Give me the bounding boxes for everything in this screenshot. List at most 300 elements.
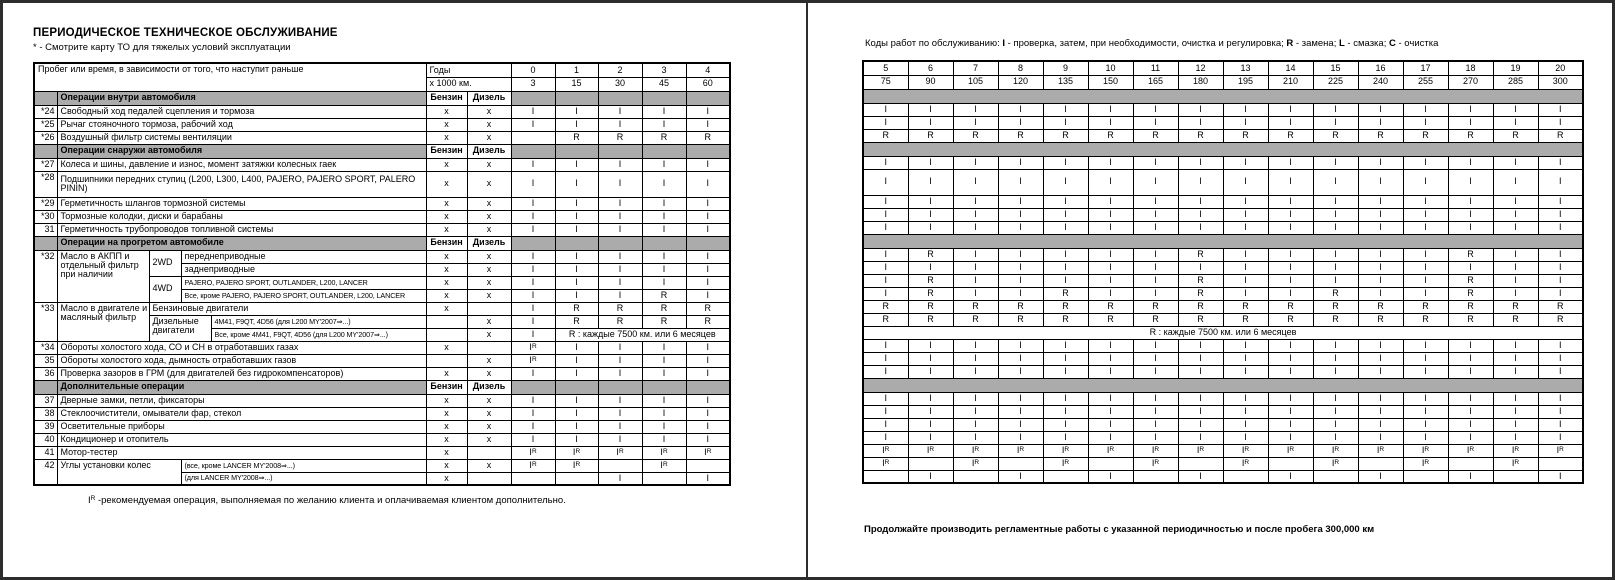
table-cell: I (863, 248, 908, 261)
table-cell: переднеприводные (181, 250, 426, 263)
table-cell: I (1223, 418, 1268, 431)
table-cell: I (1088, 248, 1133, 261)
table-cell: I (642, 250, 686, 263)
empty-cell (555, 380, 598, 394)
table-cell: I (1178, 470, 1223, 483)
table-cell: x (467, 433, 511, 446)
table-cell: I (1178, 169, 1223, 195)
fuel-diesel-header: Дизель (467, 380, 511, 394)
recommended-sup: R (884, 445, 890, 453)
year-col: 8 (998, 61, 1043, 75)
year-col: 20 (1538, 61, 1583, 75)
empty-cell (598, 459, 642, 472)
km-col: 120 (998, 75, 1043, 89)
table-cell: I (686, 263, 730, 276)
table-cell: I (1043, 116, 1088, 129)
empty-cell (686, 91, 730, 105)
table-cell: I (863, 261, 908, 274)
table-cell: I (555, 263, 598, 276)
table-cell: I (953, 274, 998, 287)
table-cell: R (1538, 129, 1583, 142)
table-cell: I (998, 431, 1043, 444)
table-cell: I (1538, 208, 1583, 221)
table-cell: I (1448, 221, 1493, 234)
table-cell: I (1358, 195, 1403, 208)
table-cell: I (1133, 392, 1178, 405)
table-cell: I (953, 339, 998, 352)
table-cell: x (426, 276, 467, 289)
table-cell: $I^R$ (1268, 444, 1313, 457)
table-cell: I (1493, 103, 1538, 116)
table-cell: I (1538, 405, 1583, 418)
table-cell: I (998, 248, 1043, 261)
table-cell: I (953, 221, 998, 234)
empty-cell (908, 457, 953, 470)
table-cell: x (426, 446, 467, 459)
table-cell: I (1268, 208, 1313, 221)
table-cell: R (1358, 129, 1403, 142)
table-cell: Свободный ход педалей сцепления и тормоза (57, 105, 426, 118)
footnote-text: -рекомендуемая операция, выполняемая по желанию клиента и оплачиваемая клиентом дополнительно. (95, 495, 566, 506)
table-cell: I (1493, 352, 1538, 365)
page-left (33, 27, 743, 506)
table-cell: I (511, 197, 555, 210)
table-cell: I (1088, 392, 1133, 405)
table-cell: I (1313, 431, 1358, 444)
table-cell: $I^R$ (1493, 444, 1538, 457)
table-cell: I (1223, 405, 1268, 418)
recommended-sup: R (1064, 458, 1070, 466)
legend-code: L (1338, 38, 1345, 49)
table-cell: I (1043, 248, 1088, 261)
table-cell: I (1268, 248, 1313, 261)
recommended-sup: R (974, 458, 980, 466)
table-cell: I (598, 105, 642, 118)
table-cell: $I^R$ (863, 444, 908, 457)
table-cell: I (1043, 418, 1088, 431)
table-cell: I (1043, 352, 1088, 365)
table-cell: I (1403, 392, 1448, 405)
table-cell: I (1493, 274, 1538, 287)
table-cell: I (555, 394, 598, 407)
table-cell: x (426, 433, 467, 446)
row-num: *24 (34, 105, 57, 118)
empty-cell (467, 341, 511, 354)
table-cell: I (1403, 116, 1448, 129)
row-num: 35 (34, 354, 57, 367)
table-cell: I (908, 392, 953, 405)
km-col: 75 (863, 75, 908, 89)
empty-cell (1133, 470, 1178, 483)
table-cell: x (467, 223, 511, 236)
table-cell: I (686, 420, 730, 433)
recommended-sup: R (1424, 445, 1430, 453)
page-divider (806, 0, 808, 580)
legend-code: R (1286, 38, 1294, 49)
table-cell: I (555, 420, 598, 433)
table-cell: I (1178, 365, 1223, 378)
table-cell: I (1493, 116, 1538, 129)
table-cell: x (467, 131, 511, 144)
table-cell: I (598, 289, 642, 302)
table-cell: I (686, 276, 730, 289)
table-cell: x (426, 367, 467, 380)
table-cell: $I^R$ (1313, 457, 1358, 470)
table-cell: I (686, 250, 730, 263)
table-cell: R (642, 302, 686, 315)
table-cell: I (1448, 116, 1493, 129)
table-cell: x (467, 394, 511, 407)
table-cell: I (863, 221, 908, 234)
recommended-sup: R (1559, 445, 1564, 453)
table-cell: I (998, 339, 1043, 352)
table-cell: I (1313, 274, 1358, 287)
table-cell: x (467, 328, 511, 341)
row-num: *32 (34, 250, 57, 302)
table-cell: I (998, 365, 1043, 378)
table-cell: I (642, 407, 686, 420)
table-cell: I (1133, 208, 1178, 221)
row-num: *25 (34, 118, 57, 131)
table-cell: I (555, 158, 598, 171)
table-cell: I (953, 392, 998, 405)
table-cell: x (426, 131, 467, 144)
table-cell: I (1538, 103, 1583, 116)
empty-cell (1538, 457, 1583, 470)
table-cell: I (998, 169, 1043, 195)
table-cell: I (642, 197, 686, 210)
table-cell: I (1493, 405, 1538, 418)
table-cell: I (686, 354, 730, 367)
table-cell: I (1313, 248, 1358, 261)
empty-cell (34, 380, 57, 394)
table-cell: R (1448, 248, 1493, 261)
recommended-sup: R (1109, 445, 1115, 453)
table-cell: I (908, 156, 953, 169)
empty-cell (555, 236, 598, 250)
table-cell: I (998, 103, 1043, 116)
recommended-sup: R (1199, 445, 1205, 453)
table-cell: R (642, 289, 686, 302)
table-cell: R (1043, 313, 1088, 326)
recommended-sup: R (1154, 445, 1160, 453)
recommended-sup: R (1244, 458, 1250, 466)
table-cell: I (686, 472, 730, 485)
table-cell: I (998, 405, 1043, 418)
empty-cell (642, 91, 686, 105)
table-cell: I (1043, 365, 1088, 378)
table-cell: I (555, 367, 598, 380)
table-cell: $I^R$ (511, 341, 555, 354)
table-cell: I (686, 118, 730, 131)
table-cell: R (1403, 313, 1448, 326)
table-cell: I (1043, 392, 1088, 405)
table-cell: I (598, 341, 642, 354)
recommended-sup: R (531, 460, 537, 468)
table-cell: I (1043, 274, 1088, 287)
year-col: 18 (1448, 61, 1493, 75)
table-cell: I (1493, 261, 1538, 274)
table-cell: x (467, 263, 511, 276)
table-cell: I (1403, 195, 1448, 208)
table-cell: I (953, 208, 998, 221)
table-cell: I (555, 354, 598, 367)
table-cell: x (467, 118, 511, 131)
table-cell: I (1268, 352, 1313, 365)
table-cell: I (1223, 339, 1268, 352)
table-cell: I (1538, 169, 1583, 195)
table-cell: I (908, 261, 953, 274)
recommended-sup: R (1334, 445, 1340, 453)
table-cell: I (1043, 339, 1088, 352)
table-cell: I (1493, 169, 1538, 195)
table-cell: x (467, 315, 511, 328)
table-cell: x (426, 197, 467, 210)
recommended-sup: R (1379, 445, 1385, 453)
table-cell: I (1043, 103, 1088, 116)
table-cell: I (1268, 470, 1313, 483)
table-cell: I (1088, 470, 1133, 483)
empty-cell (1313, 470, 1358, 483)
empty-cell (598, 236, 642, 250)
table-cell: I (511, 118, 555, 131)
km-col: 225 (1313, 75, 1358, 89)
empty-cell (467, 302, 511, 315)
table-cell: $I^R$ (1043, 444, 1088, 457)
table-cell: I (1358, 431, 1403, 444)
empty-cell (686, 144, 730, 158)
table-cell: R (1493, 300, 1538, 313)
recommended-sup: R (1154, 458, 1160, 466)
empty-cell (1448, 457, 1493, 470)
table-cell: R (686, 131, 730, 144)
table-cell: I (1493, 248, 1538, 261)
table-cell: I (555, 171, 598, 197)
table-cell: I (1133, 195, 1178, 208)
table-cell: I (1088, 261, 1133, 274)
table-cell: I (1133, 365, 1178, 378)
fuel-petrol-header: Бензин (426, 91, 467, 105)
table-cell: R (908, 274, 953, 287)
table-cell: I (908, 103, 953, 116)
table-cell: I (1403, 418, 1448, 431)
table-cell: I (1493, 156, 1538, 169)
table-cell: I (598, 171, 642, 197)
table-cell: I (1358, 352, 1403, 365)
table-cell: I (1088, 169, 1133, 195)
table-cell: I (953, 352, 998, 365)
table-cell: I (908, 418, 953, 431)
table-cell: I (998, 470, 1043, 483)
table-cell: I (953, 195, 998, 208)
table-cell: $I^R$ (1493, 457, 1538, 470)
table-cell: R (863, 313, 908, 326)
table-cell: x (426, 394, 467, 407)
table-cell: I (555, 276, 598, 289)
table-cell: I (1358, 470, 1403, 483)
empty-cell (511, 91, 555, 105)
table-cell: I (953, 261, 998, 274)
table-cell: I (1493, 195, 1538, 208)
row-num: 36 (34, 367, 57, 380)
table-cell: I (1403, 156, 1448, 169)
table-cell: I (555, 407, 598, 420)
table-cell: I (863, 208, 908, 221)
table-cell: Осветительные приборы (57, 420, 426, 433)
table-cell: $I^R$ (998, 444, 1043, 457)
table-cell: R (555, 131, 598, 144)
table-cell: R (1268, 129, 1313, 142)
table-cell: R (1178, 274, 1223, 287)
section-exterior-operations: Операции снаружи автомобиля (57, 144, 426, 158)
section-band (863, 378, 1583, 392)
row-num: *27 (34, 158, 57, 171)
table-cell: I (642, 210, 686, 223)
table-cell: I (1268, 156, 1313, 169)
table-cell: x (467, 354, 511, 367)
table-cell: I (1493, 365, 1538, 378)
year-col: 15 (1313, 61, 1358, 75)
page-title: ПЕРИОДИЧЕСКОЕ ТЕХНИЧЕСКОЕ ОБСЛУЖИВАНИЕ (33, 27, 338, 39)
table-cell: R (1493, 313, 1538, 326)
table-cell: x (467, 459, 511, 472)
table-cell: I (908, 195, 953, 208)
table-cell: I (1313, 365, 1358, 378)
table-cell: I (1178, 431, 1223, 444)
table-cell: I (686, 367, 730, 380)
year-col: 9 (1043, 61, 1088, 75)
table-cell: I (642, 276, 686, 289)
table-cell: I (1403, 405, 1448, 418)
table-cell: I (1043, 169, 1088, 195)
km-col: 255 (1403, 75, 1448, 89)
table-cell: I (1538, 418, 1583, 431)
table-cell: I (1223, 156, 1268, 169)
table-cell: R (598, 315, 642, 328)
table-cell: I (1178, 156, 1223, 169)
table-cell: I (908, 221, 953, 234)
table-cell: I (1448, 103, 1493, 116)
fuel-petrol-header: Бензин (426, 144, 467, 158)
table-cell: I (908, 169, 953, 195)
table-cell: Дверные замки, петли, фиксаторы (57, 394, 426, 407)
table-cell: I (1313, 261, 1358, 274)
year-col: 1 (555, 63, 598, 77)
year-col: 19 (1493, 61, 1538, 75)
table-cell: x (426, 171, 467, 197)
table-cell: I (686, 289, 730, 302)
table-cell: I (1178, 261, 1223, 274)
table-cell: I (953, 418, 998, 431)
table-cell: I (1268, 103, 1313, 116)
recommended-sup: R (1064, 445, 1070, 453)
row-num: *26 (34, 131, 57, 144)
empty-cell (598, 380, 642, 394)
table-cell: I (1043, 208, 1088, 221)
table-cell: R (1448, 129, 1493, 142)
fuel-diesel-header: Дизель (467, 91, 511, 105)
km-col: 285 (1493, 75, 1538, 89)
table-cell: R (1538, 313, 1583, 326)
table-cell: $I^R$ (598, 446, 642, 459)
table-cell: I (598, 210, 642, 223)
empty-cell (642, 236, 686, 250)
page-subtitle: * - Смотрите карту ТО для тяжелых условий эксплуатации (33, 42, 291, 53)
table-cell: I (1538, 221, 1583, 234)
table-cell: R (1178, 129, 1223, 142)
table-cell: R (1448, 300, 1493, 313)
table-cell: I (642, 354, 686, 367)
table-cell: I (1088, 116, 1133, 129)
table-cell: R (1268, 300, 1313, 313)
table-cell: I (555, 289, 598, 302)
table-cell: x (426, 118, 467, 131)
table-cell: I (686, 223, 730, 236)
table-cell: I (1448, 431, 1493, 444)
table-cell: I (1538, 156, 1583, 169)
table-cell: I (1268, 195, 1313, 208)
table-cell: R (686, 302, 730, 315)
table-cell: I (1133, 103, 1178, 116)
table-cell: x (426, 289, 467, 302)
year-col: 14 (1268, 61, 1313, 75)
table-cell: R (1223, 300, 1268, 313)
table-cell: I (1088, 208, 1133, 221)
table-cell: R (686, 315, 730, 328)
table-cell: I (1223, 431, 1268, 444)
table-cell: I (1133, 169, 1178, 195)
table-cell: I (1358, 221, 1403, 234)
table-cell: I (908, 208, 953, 221)
table-cell: I (555, 433, 598, 446)
empty-cell (467, 446, 511, 459)
table-cell: I (1358, 156, 1403, 169)
empty-cell (642, 472, 686, 485)
km-col: 300 (1538, 75, 1583, 89)
table-cell: I (1448, 418, 1493, 431)
table-cell: I (1133, 248, 1178, 261)
table-cell: x (467, 210, 511, 223)
table-cell: I (1448, 195, 1493, 208)
table-cell: I (511, 158, 555, 171)
table-cell: I (863, 365, 908, 378)
km-col: 165 (1133, 75, 1178, 89)
legend-code: I (1002, 38, 1006, 49)
table-cell: I (598, 276, 642, 289)
table-cell: I (686, 341, 730, 354)
table-cell: x (467, 105, 511, 118)
table-cell: 2WD (149, 250, 181, 276)
row-num: *29 (34, 197, 57, 210)
recommended-sup: R (1019, 445, 1025, 453)
recommended-sup: R (1244, 445, 1250, 453)
table-cell: Все, кроме PAJERO, PAJERO SPORT, OUTLANDER, L200, LANCER (181, 289, 426, 302)
table-cell: I (1088, 405, 1133, 418)
table-cell: I (998, 352, 1043, 365)
table-cell: I (1268, 274, 1313, 287)
table-cell: R (863, 129, 908, 142)
table-cell: I (1448, 208, 1493, 221)
table-cell: I (863, 169, 908, 195)
table-cell: I (1538, 365, 1583, 378)
table-cell: I (1223, 365, 1268, 378)
table-cell: I (1268, 365, 1313, 378)
recommended-sup: R (531, 355, 537, 363)
recommended-sup: R (531, 342, 537, 350)
table-cell: R (998, 313, 1043, 326)
table-cell: I (1358, 103, 1403, 116)
table-cell: I (1088, 103, 1133, 116)
